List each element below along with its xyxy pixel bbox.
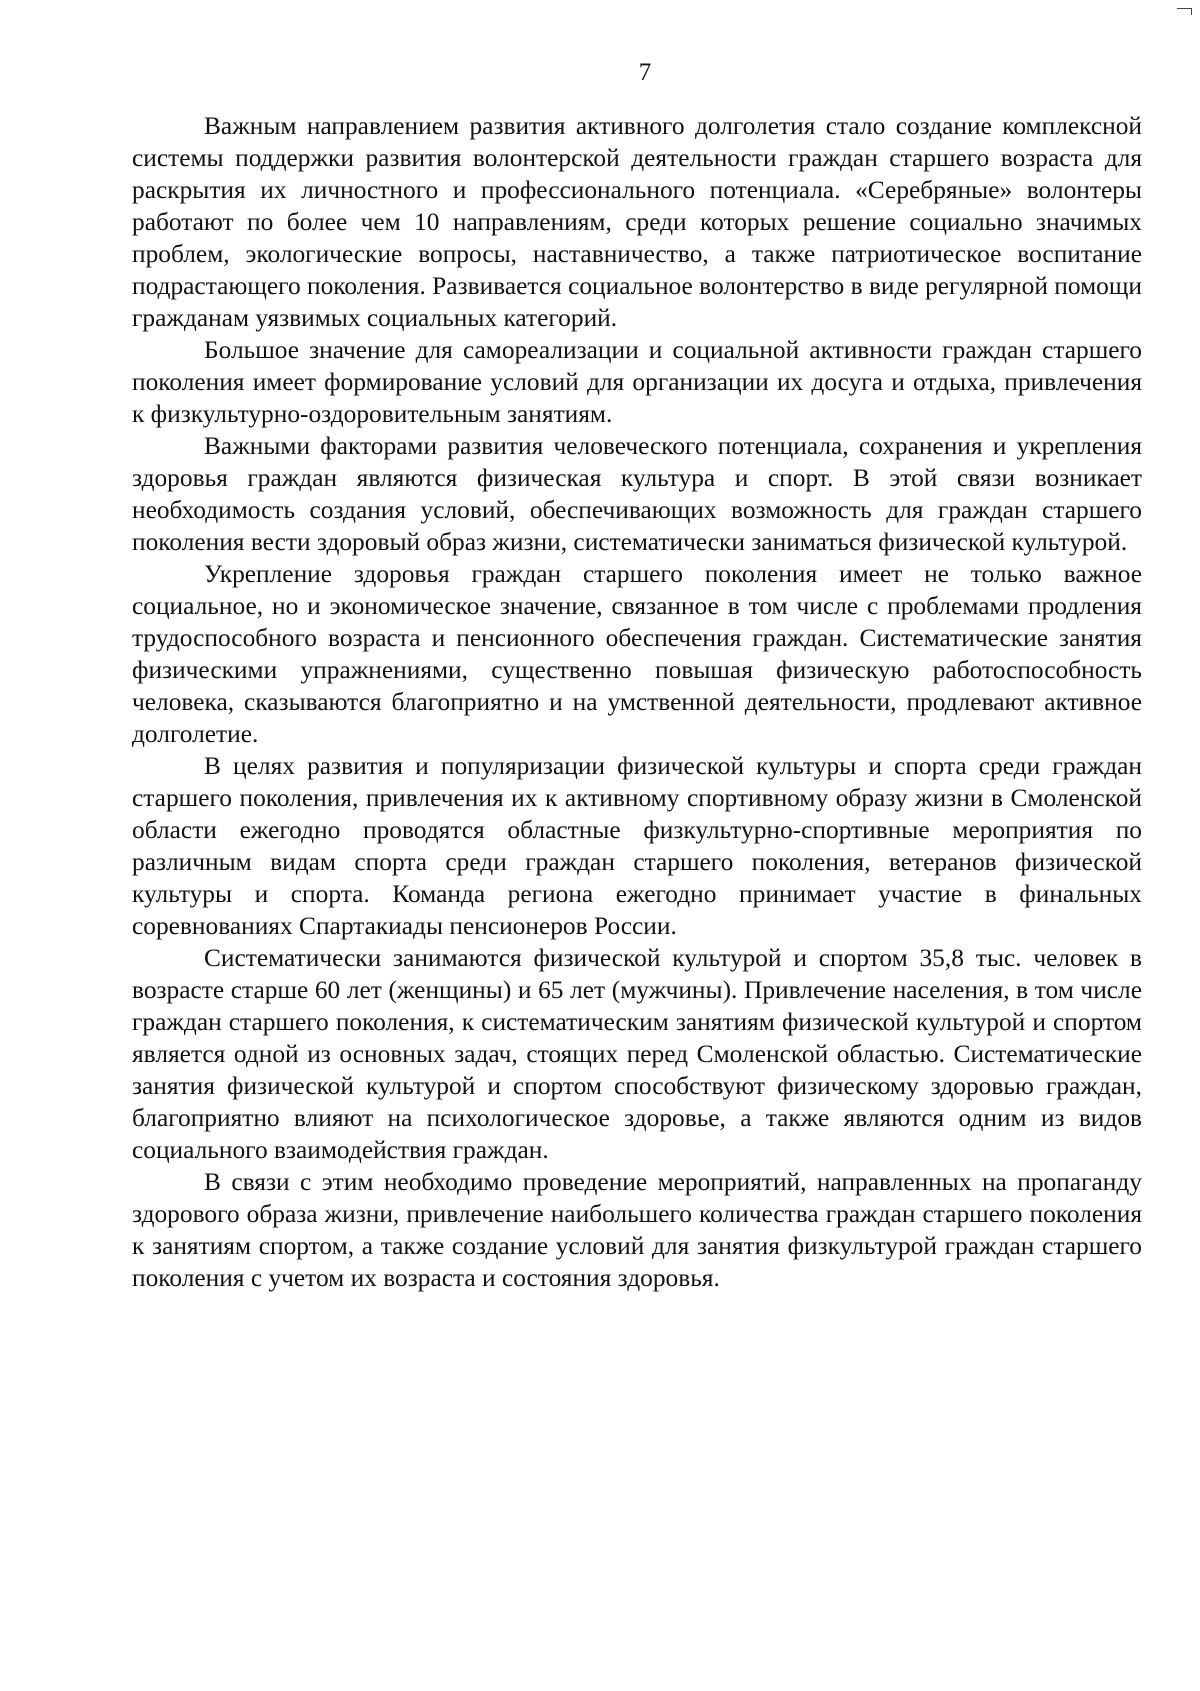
paragraph-conclusion: В связи с этим необходимо проведение мероприятий, направленных на пропаганду здорового образа жизни, привлечение наибольшего количества граждан старшего поколения к занятиям спортом, а также создание условий для занятия физкультурой граждан старшего поколения с учетом их возраста и состояния здоровья.	[132, 1168, 1142, 1292]
paragraph-statistics: Систематически занимаются физической культурой и спортом 35,8 тыс. человек в возрасте старше 60 лет (женщины) и 65 лет (мужчины). Привлечение населения, в том числе граждан старшего поколения, к систематическим занятиям физической культурой и спортом является одной из основных задач, стоящих перед Смоленской областью. Систематические занятия физической культурой и спортом способствуют физическому здоровью граждан, благоприятно влияют на психологическое здоровье, а также являются одним из видов социального взаимодействия граждан.	[132, 944, 1142, 1164]
paragraph-sports-events: В целях развития и популяризации физической культуры и спорта среди граждан старшего поколения, привлечения их к активному спортивному образу жизни в Смоленской области ежегодно проводятся областные физкультурно-спортивные мероприятия по различным видам спорта среди граждан старшего поколения, ветеранов физической культуры и спорта. Команда региона ежегодно принимает участие в финальных соревнованиях Спартакиады пенсионеров России.	[132, 752, 1142, 940]
scan-corner-mark	[1177, 8, 1192, 15]
paragraph-volunteering: Важным направлением развития активного долголетия стало создание комплексной системы поддержки развития волонтерской деятельности граждан старшего возраста для раскрытия их личностного и профессионального потенциала. «Серебряные» волонтеры работают по более чем 10 направлениям, среди которых решение социально значимых проблем, экологические вопросы, наставничество, а также патриотическое воспитание подрастающего поколения. Развивается социальное волонтерство в виде регулярной помощи гражданам уязвимых социальных категорий.	[132, 112, 1142, 332]
paragraph-leisure: Большое значение для самореализации и социальной активности граждан старшего поколения имеет формирование условий для организации их досуга и отдыха, привлечения к физкультурно-оздоровительным занятиям.	[132, 336, 1142, 428]
paragraph-physical-culture: Важными факторами развития человеческого потенциала, сохранения и укрепления здоровья граждан являются физическая культура и спорт. В этой связи возникает необходимость создания условий, обеспечивающих возможность для граждан старшего поколения вести здоровый образ жизни, систематически заниматься физической культурой.	[132, 432, 1142, 556]
document-body	[132, 110, 1142, 1294]
paragraph-health-strengthening: Укрепление здоровья граждан старшего поколения имеет не только важное социальное, но и экономическое значение, связанное в том числе с проблемами продления трудоспособного возраста и пенсионного обеспечения граждан. Систематические занятия физическими упражнениями, существенно повышая физическую работоспособность человека, сказываются благоприятно и на умственной деятельности, продлевают активное долголетие.	[132, 560, 1142, 748]
page-number: 7	[638, 59, 652, 86]
